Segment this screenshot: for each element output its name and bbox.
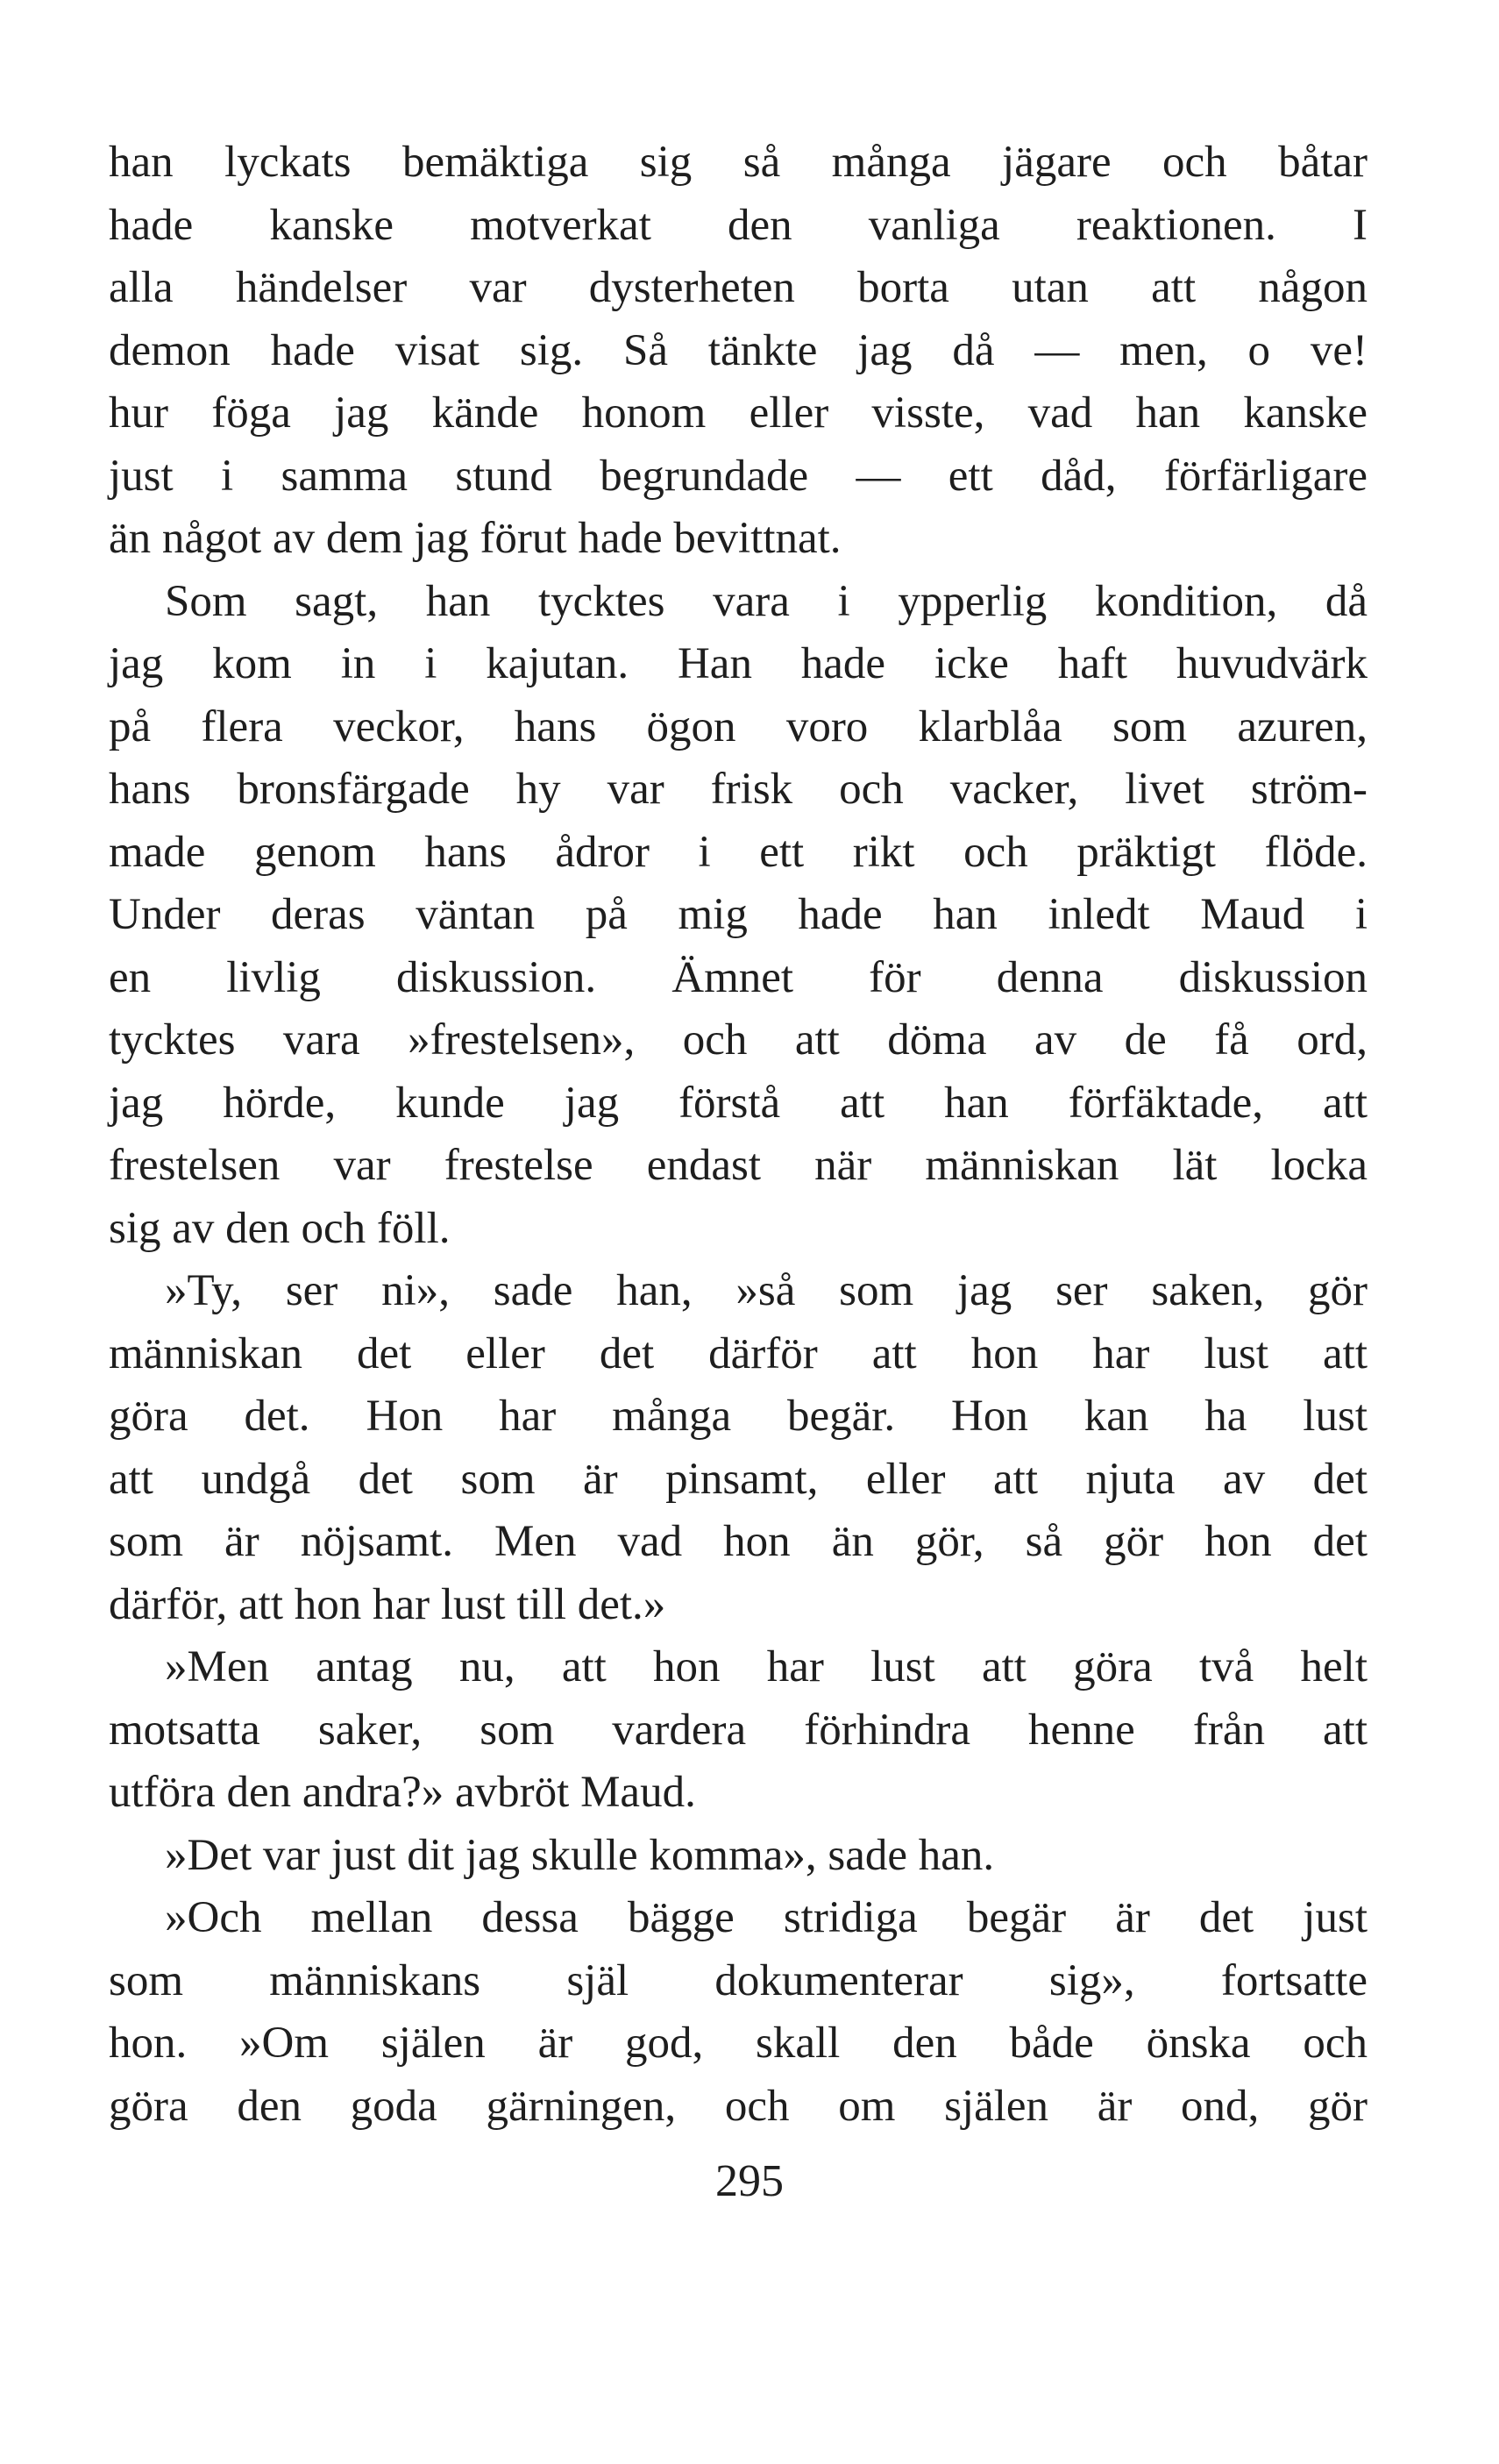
text-line: »Och mellan dessa bägge stridiga begär är det just xyxy=(165,1893,1368,1942)
text-line: göra den goda gärningen, och om själen är ond, gör xyxy=(109,2081,1368,2131)
text-line: demon hade visat sig. Så tänkte jag då — men, o ve! xyxy=(109,325,1368,375)
text-line: att undgå det som är pinsamt, eller att njuta av det xyxy=(109,1454,1368,1504)
text-line: motsatta saker, som vardera förhindra henne från att xyxy=(109,1705,1368,1755)
text-line: människan det eller det därför att hon har lust att xyxy=(109,1328,1368,1378)
text-line: »Men antag nu, att hon har lust att göra två helt xyxy=(165,1642,1368,1691)
text-line: »Det var just dit jag skulle komma», sade han. xyxy=(165,1830,995,1880)
text-line: hon. »Om själen är god, skall den både önska och xyxy=(109,2019,1368,2068)
text-line: utföra den andra?» avbröt Maud. xyxy=(109,1768,696,1817)
text-line: hade kanske motverkat den vanliga reaktionen. I xyxy=(109,200,1368,250)
text-line: därför, att hon har lust till det.» xyxy=(109,1579,666,1629)
page-number: 295 xyxy=(715,2156,784,2206)
text-line: än något av dem jag förut hade bevittnat. xyxy=(109,514,842,563)
text-line: hur föga jag kände honom eller visste, vad han kanske xyxy=(109,388,1368,438)
text-line: Under deras väntan på mig hade han inledt Maud i xyxy=(109,890,1368,939)
text-line: han lyckats bemäktiga sig så många jägare och båtar xyxy=(109,138,1368,187)
text-line: Som sagt, han tycktes vara i ypperlig kondition, då xyxy=(165,576,1368,626)
text-line: »Ty, ser ni», sade han, »så som jag ser saken, gör xyxy=(165,1266,1368,1315)
text-line: sig av den och föll. xyxy=(109,1203,451,1253)
text-line: frestelsen var frestelse endast när människan lät locka xyxy=(109,1141,1368,1190)
text-line: tycktes vara »frestelsen», och att döma av de få ord, xyxy=(109,1015,1368,1065)
text-line: jag hörde, kunde jag förstå att han förfäktade, att xyxy=(109,1078,1368,1128)
text-line: göra det. Hon har många begär. Hon kan ha lust xyxy=(109,1392,1368,1441)
text-line: som människans själ dokumenterar sig», fortsatte xyxy=(109,1955,1368,2005)
text-line: en livlig diskussion. Ämnet för denna diskussion xyxy=(109,952,1368,1002)
text-line: hans bronsfärgade hy var frisk och vacker, livet ström- xyxy=(109,765,1368,814)
text-line: som är nöjsamt. Men vad hon än gör, så gör hon det xyxy=(109,1517,1368,1566)
text-line: på flera veckor, hans ögon voro klarblåa som azuren, xyxy=(109,701,1368,751)
text-line: just i samma stund begrundade — ett dåd, förfärligare xyxy=(109,451,1368,501)
text-line: made genom hans ådror i ett rikt och präktigt flöde. xyxy=(109,827,1368,877)
text-line: jag kom in i kajutan. Han hade icke haft huvudvärk xyxy=(109,639,1368,688)
text-line: alla händelser var dysterheten borta utan att någon xyxy=(109,263,1368,312)
body-text xyxy=(109,132,1368,2138)
